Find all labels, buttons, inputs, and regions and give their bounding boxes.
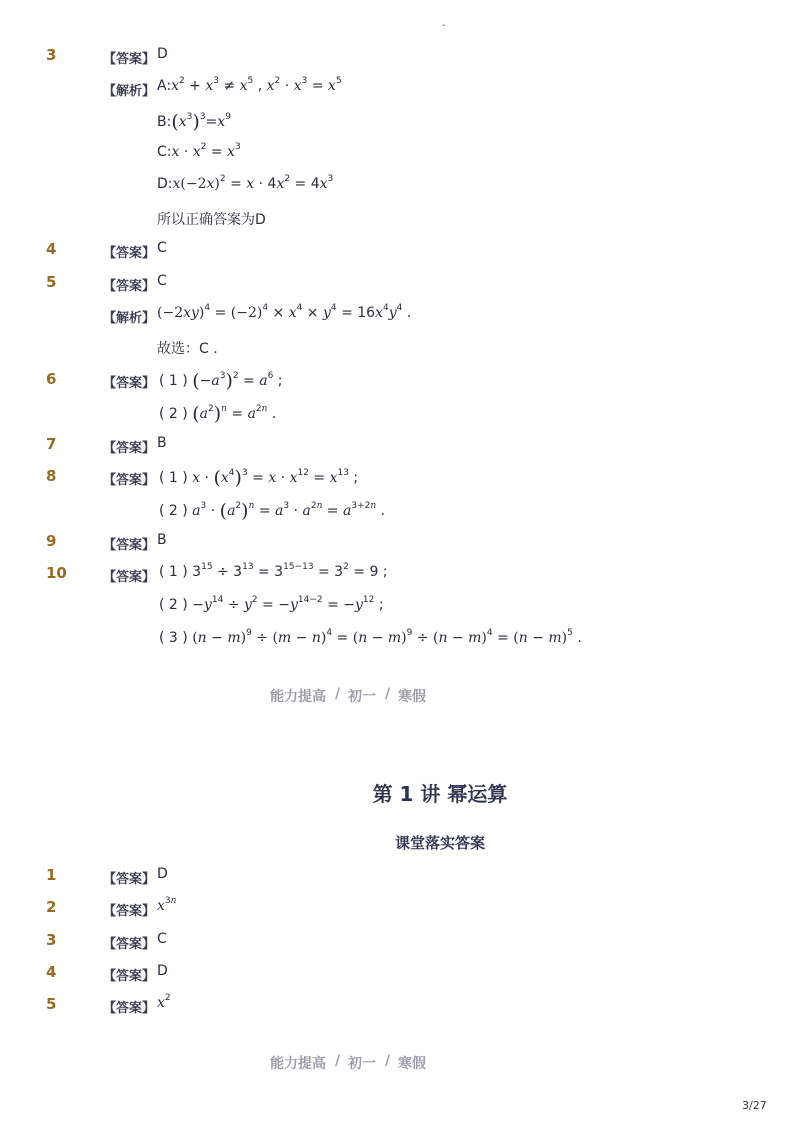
analysis-line-a: $A:x^2 + x^3 \ne x^5$ , $x^2 \cdot x^3 = x^5$ — [157, 76, 342, 94]
answer-part-2: ( 2 ) $(a^2)^n = a^{2n}$ . — [159, 403, 277, 425]
header-mark: - — [442, 20, 446, 31]
answer-part-2: ( 2 ) $-y^{14} \div y^2 = -y^{14-2} = -y^{12}$ ; — [159, 595, 384, 613]
answer-value: C — [157, 931, 167, 947]
answer-value: D — [157, 46, 168, 62]
answer-tag: 【答案】 — [103, 937, 156, 952]
analysis-conclusion: 故选：C . — [157, 341, 218, 357]
answer-part-1: ( 1 ) $x \cdot (x^4)^3 = x \cdot x^{12} = x^{13}$ ; — [159, 467, 359, 489]
answer-tag: 【答案】 — [103, 570, 156, 585]
section-subtitle: 课堂落实答案 — [394, 834, 485, 852]
analysis-line: $(-2xy)^4 = (-2)^4 \times x^4 \times y^4 = 16x^4y^4$ . — [157, 303, 412, 321]
answer-formula: $x^{3n}$ — [157, 896, 177, 914]
question-number: 7 — [46, 435, 57, 453]
question-number: 2 — [46, 898, 57, 916]
analysis-line-c: C:x · $x^2 = x^3$ — [157, 142, 241, 160]
question-number: 6 — [46, 370, 57, 388]
analysis-conclusion: 所以正确答案为D — [157, 212, 266, 228]
answer-tag: 【答案】 — [103, 538, 156, 553]
question-number: 10 — [46, 564, 67, 582]
answer-value: D — [157, 963, 168, 979]
question-number: 8 — [46, 467, 57, 485]
answer-tag: 【答案】 — [103, 872, 156, 887]
answer-formula: $x^2$ — [157, 993, 171, 1011]
answer-part-3: ( 3 ) $(n - m)^9 \div (m - n)^4 = (n - m)^9 \div (n - m)^4 = (n - m)^5$ . — [159, 628, 582, 646]
answer-part-1: ( 1 ) $3^{15} \div 3^{13} = 3^{15-13} = 3^2 = 9$ ; — [159, 562, 388, 580]
question-number: 3 — [46, 46, 57, 64]
footer-separator: / — [385, 1053, 391, 1069]
answer-tag: 【答案】 — [103, 246, 156, 261]
answer-part-2: ( 2 ) $a^3 \cdot (a^2)^n = a^3 \cdot a^{2n} = a^{3+2n}$ . — [159, 500, 386, 522]
question-number: 5 — [46, 273, 57, 291]
footer-term: 寒假 — [398, 689, 426, 705]
question-number: 3 — [46, 931, 57, 949]
answer-tag: 【答案】 — [103, 904, 156, 919]
answer-part-1: ( 1 ) $(-a^3)^2 = a^6$ ; — [159, 370, 283, 392]
question-number: 1 — [46, 866, 57, 884]
footer-separator: / — [335, 1053, 341, 1069]
answer-tag: 【答案】 — [103, 376, 156, 391]
analysis-line-d: $D:x(-2x)^2 = x \cdot 4x^2 = 4x^3$ — [157, 174, 334, 192]
answer-tag: 【答案】 — [103, 52, 156, 67]
footer-separator: / — [385, 686, 391, 702]
question-number: 5 — [46, 995, 57, 1013]
footer-grade: 初一 — [348, 1056, 376, 1072]
footer-grade: 初一 — [348, 689, 376, 705]
answer-value: B — [157, 435, 167, 451]
answer-tag: 【答案】 — [103, 279, 156, 294]
answer-tag: 【答案】 — [103, 473, 156, 488]
analysis-tag: 【解析】 — [103, 311, 156, 326]
footer-separator: / — [335, 686, 341, 702]
question-number: 4 — [46, 240, 57, 258]
analysis-line-b: $B:(x^3)^3=x^9$ — [157, 111, 231, 133]
answer-value: D — [157, 866, 168, 882]
answer-tag: 【答案】 — [103, 1001, 156, 1016]
answer-tag: 【答案】 — [103, 441, 156, 456]
question-number: 4 — [46, 963, 57, 981]
page-number: 3/27 — [742, 1099, 767, 1112]
answer-value: C — [157, 273, 167, 289]
footer-term: 寒假 — [398, 1056, 426, 1072]
footer-course: 能力提高 — [270, 689, 326, 705]
footer-course: 能力提高 — [270, 1056, 326, 1072]
question-number: 9 — [46, 532, 57, 550]
answer-tag: 【答案】 — [103, 969, 156, 984]
analysis-tag: 【解析】 — [103, 84, 156, 99]
answer-value: B — [157, 532, 167, 548]
lecture-title: 第 1 讲 幂运算 — [372, 782, 508, 806]
answer-value: C — [157, 240, 167, 256]
